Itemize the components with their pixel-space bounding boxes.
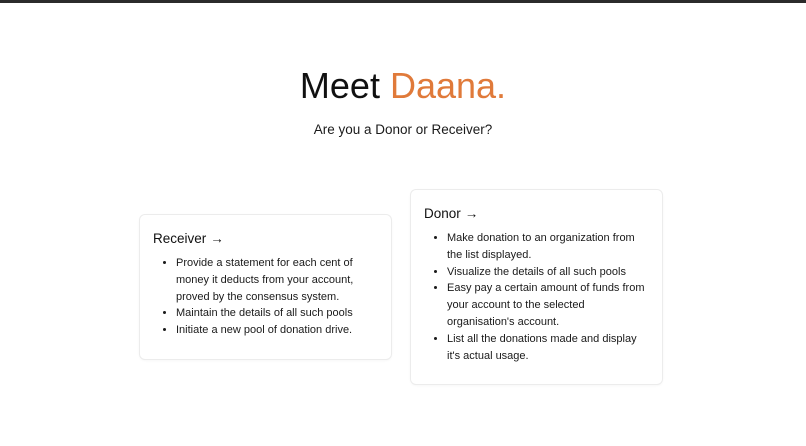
list-item: • Visualize the details of all such pools	[447, 264, 652, 281]
list-item: • Make donation to an organization from the list displayed.	[447, 230, 652, 264]
receiver-card[interactable]	[139, 214, 392, 360]
title-prefix: Meet	[299, 65, 390, 106]
receiver-feature-list	[164, 255, 381, 339]
list-item: • Maintain the details of all such pools	[176, 305, 381, 322]
list-item: • Initiate a new pool of donation drive.	[176, 322, 381, 339]
list-item: • List all the donations made and display it's actual usage.	[447, 331, 652, 365]
list-item: • Easy pay a certain amount of funds from your account to the selected organisation's account.	[447, 280, 652, 330]
brand-name: Daana.	[389, 65, 507, 106]
receiver-link[interactable]	[153, 230, 224, 247]
top-bar	[0, 0, 806, 3]
page-subtitle: Are you a Donor or Receiver?	[313, 122, 493, 137]
donor-card[interactable]	[410, 189, 663, 385]
arrow-right-icon: →	[464, 206, 479, 221]
list-item: • Provide a statement for each cent of money it deducts from your account, proved by the consensus system.	[176, 255, 381, 305]
arrow-right-icon: →	[210, 231, 224, 246]
receiver-title: Receiver	[153, 231, 207, 246]
page-title	[0, 64, 806, 108]
donor-link[interactable]	[424, 205, 478, 222]
donor-title: Donor	[424, 206, 461, 221]
donor-feature-list	[435, 230, 652, 364]
